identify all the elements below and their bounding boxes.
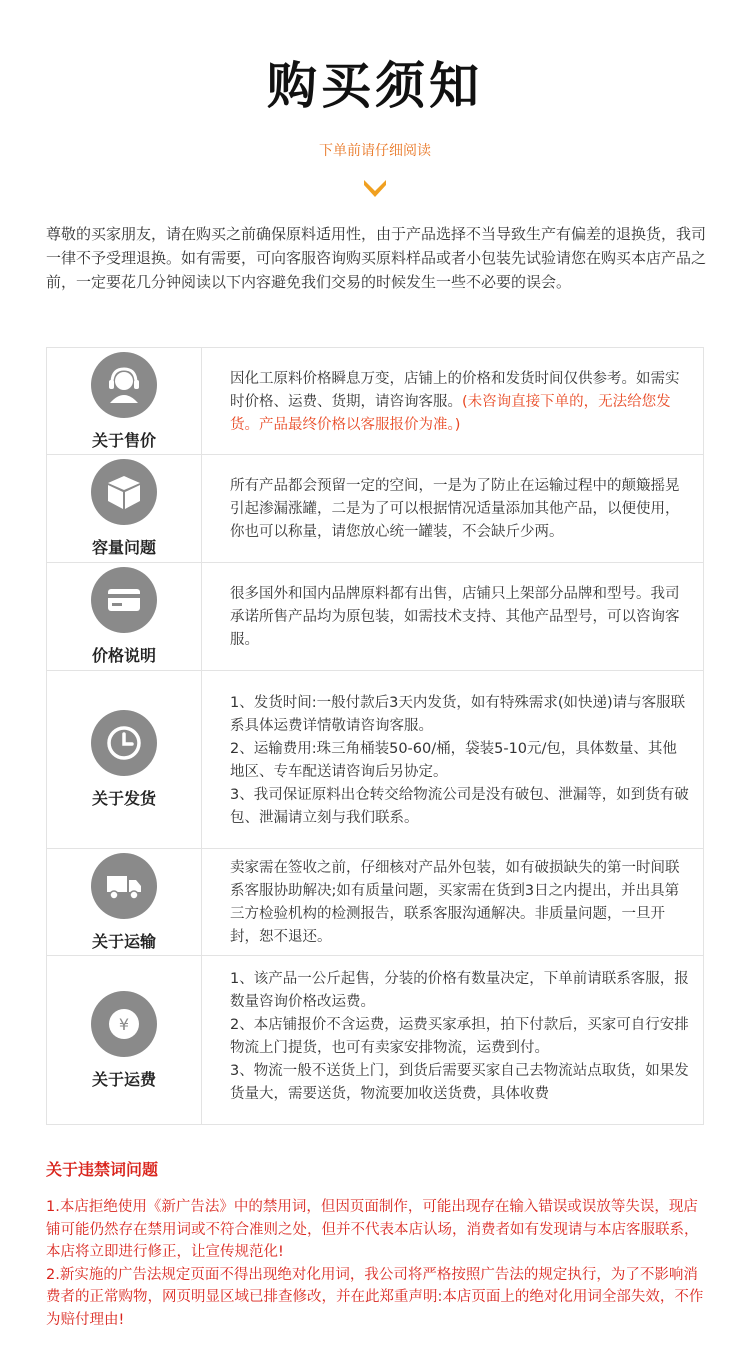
delivery-truck-icon bbox=[91, 853, 157, 919]
section-line: 1、该产品一公斤起售，分装的价格有数量决定，下单前请联系客服，报数量咨询价格改运费。 bbox=[230, 971, 689, 1010]
section-freight bbox=[47, 956, 703, 1124]
chevron-down-icon bbox=[364, 180, 386, 198]
intro-paragraph: 尊敬的买家朋友，请在购买之前确保原料适用性，由于产品选择不当导致生产有偏差的退换货，我司一律不予受理退换。如有需要，可向客服咨询购买原料样品或者小包装先试验请您在购买本店产品之前，一定要花几分钟阅读以下内容避免我们交易的时候发生一些不必要的误会。 bbox=[46, 225, 707, 291]
customer-service-icon bbox=[91, 352, 157, 418]
yen-coin-icon bbox=[91, 991, 157, 1057]
section-label: 关于售价 bbox=[91, 430, 156, 450]
section-label: 容量问题 bbox=[91, 538, 156, 557]
svg-text:¥: ¥ bbox=[118, 1014, 130, 1034]
section-transport bbox=[47, 849, 703, 956]
section-capacity bbox=[47, 455, 703, 563]
section-line: 3、我司保证原料出仓转交给物流公司是没有破包、泄漏等，如到货有破包、泄漏请立刻与我们联系。 bbox=[230, 786, 689, 826]
section-text: 很多国外和国内品牌原料都有出售，店铺只上架部分品牌和型号。我司承诺所售产品均为原包装，如需技术支持、其他产品型号，可以咨询客服。 bbox=[230, 586, 680, 648]
page-title: 购买须知 bbox=[267, 57, 483, 115]
section-label: 关于运输 bbox=[91, 931, 156, 951]
section-line: 2、本店铺报价不含运费，运费买家承担，拍下付款后，买家可自行安排物流上门提货，也可有卖家安排物流，运费到付。 bbox=[230, 1017, 689, 1056]
price-note: (未咨询直接下单的，无法给您发货。产品最终价格以客服报价为准。) bbox=[230, 393, 671, 433]
section-shipping bbox=[47, 671, 703, 849]
section-pricing bbox=[47, 563, 703, 671]
violation-item: 2.新实施的广告法规定页面不得出现绝对化用词，我公司将严格按照广告法的规定执行，为了不影响消费者的正常购物，网页明显区域已排查修改，并在此郑重声明:本店页面上的绝对化用词全部失效，不作为赔付理由! bbox=[46, 1266, 704, 1328]
violation-title: 关于违禁词问题 bbox=[46, 1160, 159, 1179]
package-box-icon bbox=[91, 459, 157, 525]
section-label: 价格说明 bbox=[91, 646, 156, 665]
section-label: 关于发货 bbox=[91, 789, 156, 808]
section-text: 所有产品都会预留一定的空间，一是为了防止在运输过程中的颠簸摇晃引起渗漏涨罐，二是为了可以根据情况适量添加其他产品，以便使用，你也可以称量，请您放心统一罐装，不会缺斤少两。 bbox=[230, 478, 680, 540]
section-label: 关于运费 bbox=[91, 1069, 156, 1089]
credit-card-icon bbox=[91, 567, 157, 633]
section-line: 3、物流一般不送货上门，到货后需要买家自己去物流站点取货，如果发货量大，需要送货，物流要加收送货费，具体收费 bbox=[230, 1063, 689, 1102]
section-line: 2、运输费用:珠三角桶装50-60/桶，袋装5-10元/包，具体数量、其他地区、专车配送请咨询后另协定。 bbox=[230, 740, 677, 780]
violation-body bbox=[46, 1196, 706, 1331]
section-price bbox=[47, 348, 703, 455]
section-text: 卖家需在签收之前，仔细核对产品外包装，如有破损缺失的第一时间联系客服协助解决;如有质量问题，买家需在货到3日之内提出，并出具第三方检验机构的检测报告，联系客服沟通解决。非质量问题，一旦开封，恕不退还。 bbox=[230, 860, 680, 945]
section-text: 因化工原料价格瞬息万变，店铺上的价格和发货时间仅供参考。如需实时价格、运费、货期，请咨询客服。 bbox=[230, 370, 680, 410]
section-line: 1、发货时间:一般付款后3天内发货，如有特殊需求(如快递)请与客服联系具体运费详情敬请咨询客服。 bbox=[230, 694, 686, 734]
notice-table bbox=[46, 347, 704, 1125]
page-subtitle: 下单前请仔细阅读 bbox=[319, 143, 431, 159]
clock-icon bbox=[91, 710, 157, 776]
violation-item: 1.本店拒绝使用《新广告法》中的禁用词，但因页面制作，可能出现存在输入错误或误放等失误，现店铺可能仍然存在禁用词或不符合准则之处，但并不代表本店认场，消费者如有发现请与本店客服联系，本店将立即进行修正，让宣传规范化! bbox=[46, 1199, 699, 1260]
